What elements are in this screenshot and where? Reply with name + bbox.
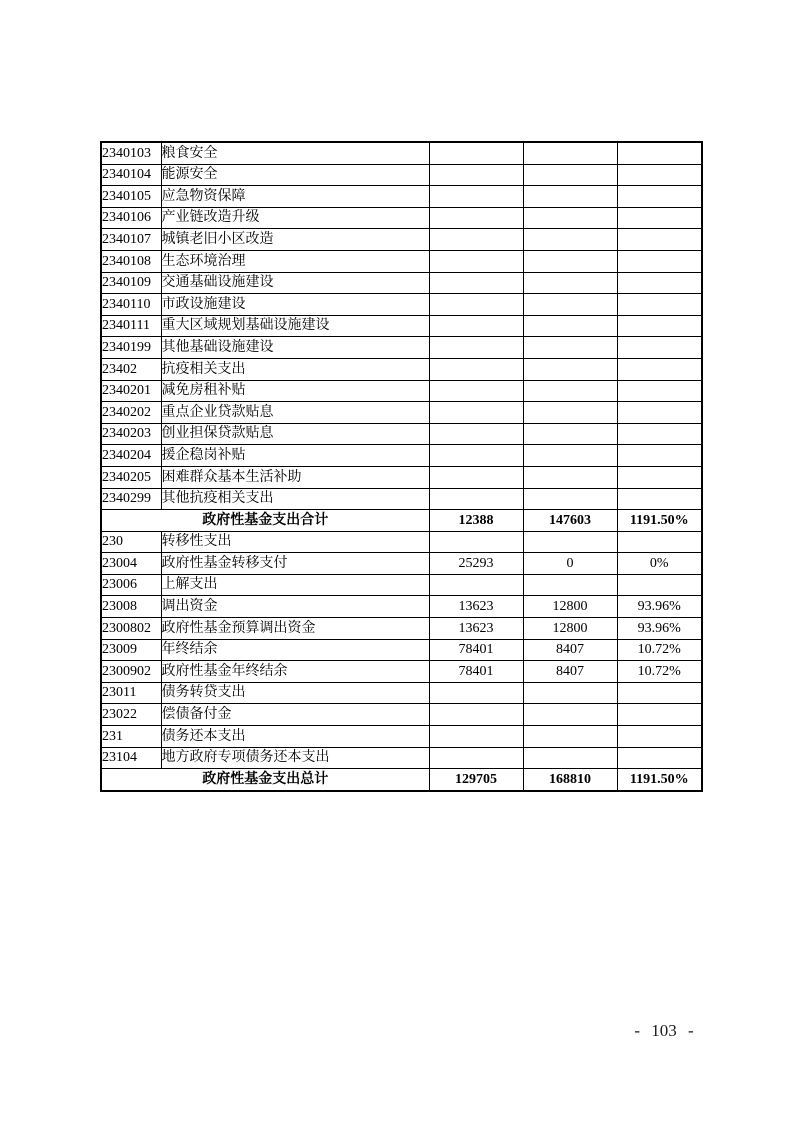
row-value-2: 8407: [523, 639, 617, 661]
row-percent: [617, 142, 702, 164]
table-row: [101, 402, 702, 424]
row-name: 政府性基金转移支付: [161, 553, 429, 575]
row-code: 23011: [101, 682, 161, 704]
table-row: [101, 315, 702, 337]
row-value-1: [429, 337, 523, 359]
row-percent: [617, 726, 702, 748]
table-row: [101, 164, 702, 186]
row-value-2: [523, 704, 617, 726]
summary-value-1: 12388: [429, 510, 523, 532]
row-value-1: 78401: [429, 639, 523, 661]
row-name: 调出资金: [161, 596, 429, 618]
row-name: 抗疫相关支出: [161, 358, 429, 380]
row-name: 重大区域规划基础设施建设: [161, 315, 429, 337]
table-row: [101, 445, 702, 467]
row-value-2: 12800: [523, 618, 617, 640]
row-value-1: [429, 531, 523, 553]
row-code: 2340105: [101, 186, 161, 208]
row-percent: [617, 294, 702, 316]
table-row: [101, 596, 702, 618]
budget-table-container: [100, 141, 703, 792]
row-code: 23402: [101, 358, 161, 380]
row-value-2: [523, 402, 617, 424]
row-percent: [617, 380, 702, 402]
row-percent: [617, 186, 702, 208]
row-percent: [617, 164, 702, 186]
row-value-1: [429, 250, 523, 272]
row-code: 2300802: [101, 618, 161, 640]
row-percent: [617, 207, 702, 229]
row-percent: [617, 337, 702, 359]
table-row: [101, 531, 702, 553]
row-code: 23009: [101, 639, 161, 661]
row-value-1: [429, 747, 523, 769]
row-name: 创业担保贷款贴息: [161, 423, 429, 445]
row-value-1: [429, 423, 523, 445]
row-code: 23104: [101, 747, 161, 769]
row-value-2: [523, 682, 617, 704]
row-value-2: [523, 207, 617, 229]
row-value-1: [429, 726, 523, 748]
row-value-2: [523, 488, 617, 510]
row-percent: [617, 402, 702, 424]
row-code: 2340111: [101, 315, 161, 337]
budget-table-body: [101, 142, 702, 791]
row-value-1: [429, 488, 523, 510]
table-row: [101, 661, 702, 683]
row-value-1: [429, 380, 523, 402]
row-value-2: [523, 726, 617, 748]
table-row: [101, 639, 702, 661]
row-value-2: [523, 380, 617, 402]
row-value-1: [429, 272, 523, 294]
table-row: [101, 337, 702, 359]
row-value-1: 25293: [429, 553, 523, 575]
row-code: 230: [101, 531, 161, 553]
row-code: 231: [101, 726, 161, 748]
row-value-2: [523, 229, 617, 251]
row-name: 城镇老旧小区改造: [161, 229, 429, 251]
row-name: 应急物资保障: [161, 186, 429, 208]
row-code: 2340203: [101, 423, 161, 445]
row-code: 2340108: [101, 250, 161, 272]
summary-percent: 1191.50%: [617, 769, 702, 791]
row-code: 2340299: [101, 488, 161, 510]
row-name: 债务还本支出: [161, 726, 429, 748]
row-name: 市政设施建设: [161, 294, 429, 316]
row-value-2: [523, 164, 617, 186]
table-row: [101, 574, 702, 596]
table-row: [101, 488, 702, 510]
row-percent: [617, 272, 702, 294]
row-value-2: [523, 315, 617, 337]
table-row: [101, 250, 702, 272]
row-name: 减免房租补贴: [161, 380, 429, 402]
row-code: 23022: [101, 704, 161, 726]
row-value-1: [429, 402, 523, 424]
row-percent: [617, 423, 702, 445]
row-value-2: [523, 358, 617, 380]
table-row: [101, 186, 702, 208]
row-percent: 10.72%: [617, 661, 702, 683]
row-percent: [617, 704, 702, 726]
row-value-2: [523, 574, 617, 596]
row-value-2: 0: [523, 553, 617, 575]
row-name: 产业链改造升级: [161, 207, 429, 229]
row-percent: 0%: [617, 553, 702, 575]
row-name: 援企稳岗补贴: [161, 445, 429, 467]
row-value-1: 78401: [429, 661, 523, 683]
table-row: [101, 380, 702, 402]
row-percent: [617, 229, 702, 251]
row-value-2: [523, 142, 617, 164]
row-percent: [617, 574, 702, 596]
table-row: [101, 553, 702, 575]
table-row: [101, 682, 702, 704]
table-row: [101, 294, 702, 316]
summary-value-2: 147603: [523, 510, 617, 532]
row-value-1: [429, 704, 523, 726]
row-name: 能源安全: [161, 164, 429, 186]
table-row: [101, 142, 702, 164]
row-value-2: [523, 747, 617, 769]
row-name: 政府性基金预算调出资金: [161, 618, 429, 640]
row-value-2: [523, 337, 617, 359]
row-percent: [617, 358, 702, 380]
row-code: 2300902: [101, 661, 161, 683]
row-name: 债务转贷支出: [161, 682, 429, 704]
row-value-1: [429, 445, 523, 467]
row-code: 2340205: [101, 466, 161, 488]
row-code: 2340104: [101, 164, 161, 186]
row-percent: [617, 747, 702, 769]
row-value-1: [429, 229, 523, 251]
row-code: 2340107: [101, 229, 161, 251]
row-code: 2340202: [101, 402, 161, 424]
row-name: 年终结余: [161, 639, 429, 661]
summary-row: [101, 769, 702, 791]
row-code: 2340204: [101, 445, 161, 467]
summary-value-2: 168810: [523, 769, 617, 791]
row-value-1: [429, 294, 523, 316]
table-row: [101, 358, 702, 380]
row-value-1: [429, 574, 523, 596]
row-code: 23006: [101, 574, 161, 596]
table-row: [101, 229, 702, 251]
row-code: 2340110: [101, 294, 161, 316]
table-row: [101, 466, 702, 488]
summary-row: [101, 510, 702, 532]
row-name: 其他基础设施建设: [161, 337, 429, 359]
row-value-2: [523, 445, 617, 467]
row-percent: 93.96%: [617, 618, 702, 640]
row-percent: [617, 445, 702, 467]
row-value-2: [523, 531, 617, 553]
row-percent: [617, 488, 702, 510]
row-value-1: [429, 142, 523, 164]
row-name: 地方政府专项债务还本支出: [161, 747, 429, 769]
row-value-2: [523, 186, 617, 208]
row-code: 2340201: [101, 380, 161, 402]
page-number: - 103 -: [634, 1021, 694, 1040]
row-value-2: [523, 294, 617, 316]
row-code: 2340199: [101, 337, 161, 359]
row-value-1: [429, 358, 523, 380]
row-value-1: [429, 315, 523, 337]
row-value-2: 12800: [523, 596, 617, 618]
table-row: [101, 726, 702, 748]
row-code: 23008: [101, 596, 161, 618]
table-row: [101, 272, 702, 294]
row-value-2: [523, 250, 617, 272]
table-row: [101, 747, 702, 769]
row-percent: 93.96%: [617, 596, 702, 618]
row-percent: [617, 250, 702, 272]
row-percent: [617, 466, 702, 488]
budget-table: [100, 141, 703, 792]
row-name: 生态环境治理: [161, 250, 429, 272]
row-value-2: [523, 466, 617, 488]
row-value-1: [429, 186, 523, 208]
row-name: 转移性支出: [161, 531, 429, 553]
table-row: [101, 704, 702, 726]
row-value-1: 13623: [429, 618, 523, 640]
summary-label: 政府性基金支出总计: [101, 769, 429, 791]
row-value-1: 13623: [429, 596, 523, 618]
row-name: 交通基础设施建设: [161, 272, 429, 294]
row-name: 粮食安全: [161, 142, 429, 164]
row-value-1: [429, 682, 523, 704]
row-value-1: [429, 207, 523, 229]
row-value-1: [429, 466, 523, 488]
row-percent: [617, 315, 702, 337]
row-value-2: [523, 272, 617, 294]
table-row: [101, 423, 702, 445]
row-value-2: [523, 423, 617, 445]
summary-value-1: 129705: [429, 769, 523, 791]
row-name: 上解支出: [161, 574, 429, 596]
row-percent: 10.72%: [617, 639, 702, 661]
table-row: [101, 207, 702, 229]
row-value-1: [429, 164, 523, 186]
row-name: 其他抗疫相关支出: [161, 488, 429, 510]
summary-label: 政府性基金支出合计: [101, 510, 429, 532]
row-code: 23004: [101, 553, 161, 575]
row-name: 偿债备付金: [161, 704, 429, 726]
row-percent: [617, 682, 702, 704]
row-name: 重点企业贷款贴息: [161, 402, 429, 424]
summary-percent: 1191.50%: [617, 510, 702, 532]
row-percent: [617, 531, 702, 553]
row-name: 困难群众基本生活补助: [161, 466, 429, 488]
row-code: 2340103: [101, 142, 161, 164]
table-row: [101, 618, 702, 640]
row-name: 政府性基金年终结余: [161, 661, 429, 683]
row-code: 2340106: [101, 207, 161, 229]
row-value-2: 8407: [523, 661, 617, 683]
row-code: 2340109: [101, 272, 161, 294]
